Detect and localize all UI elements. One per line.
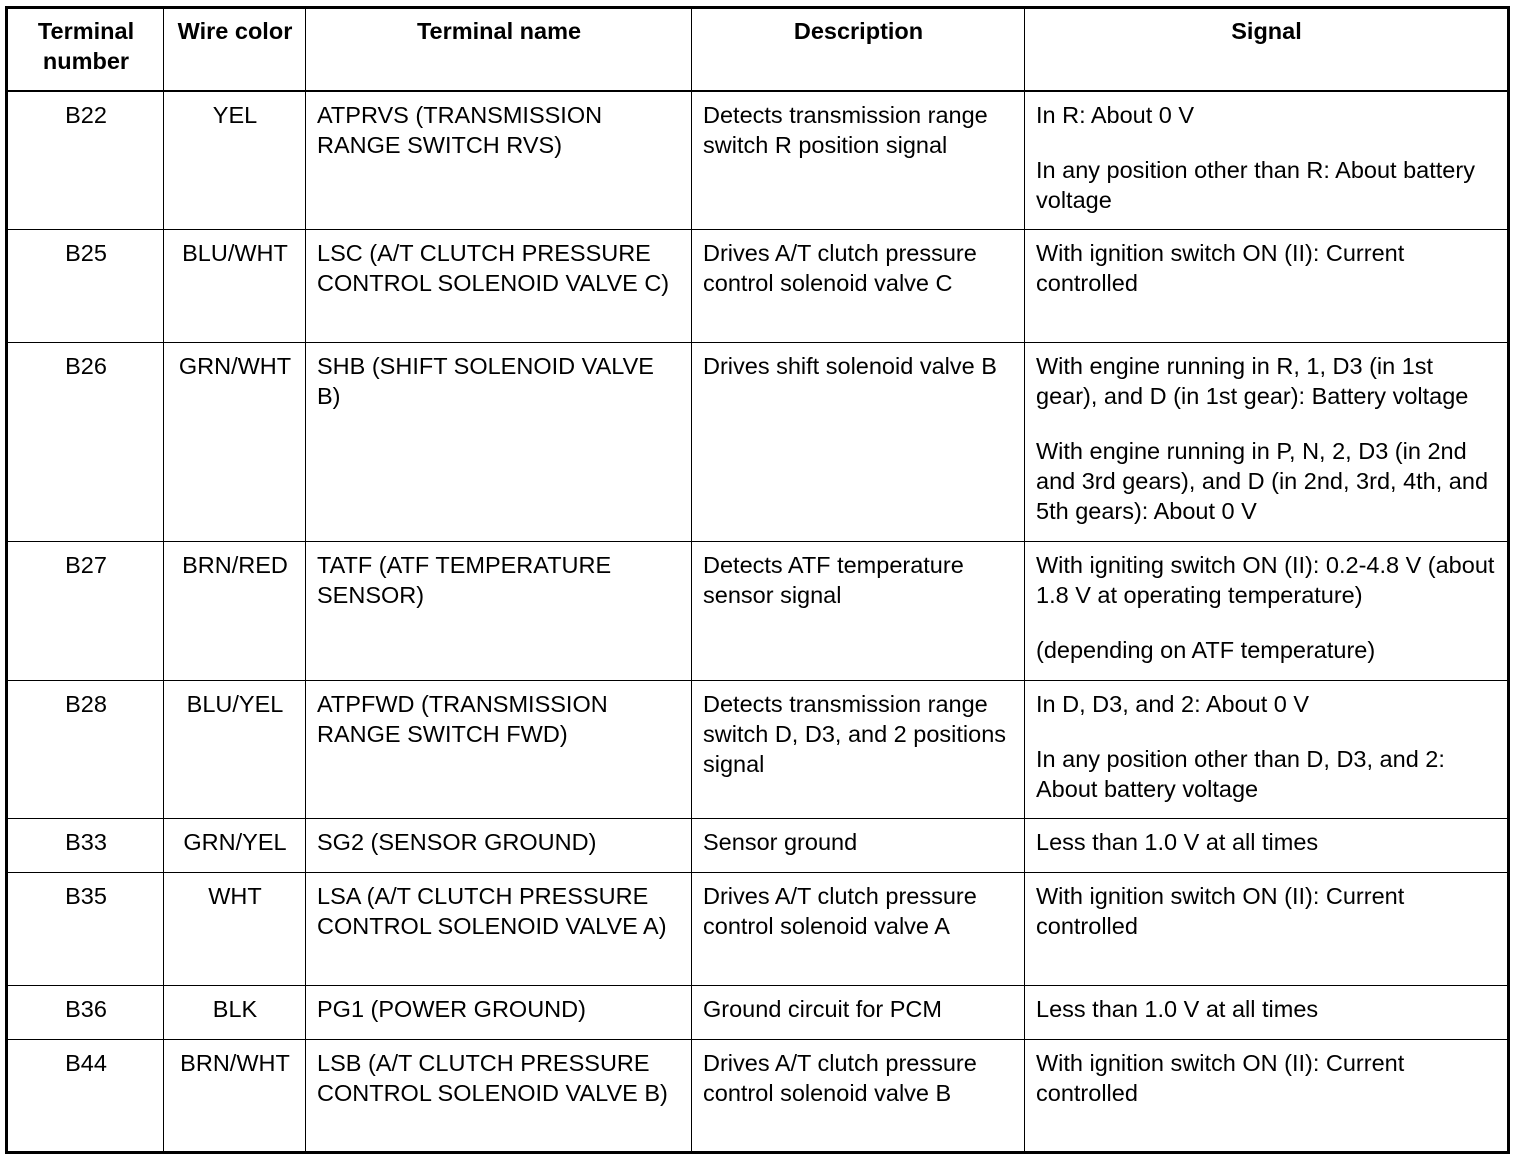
header-row [7,8,1509,91]
wire-color-cell: GRN/YEL [164,819,306,873]
description-cell: Ground circuit for PCM [692,986,1025,1040]
signal-cell [1025,230,1509,343]
terminal-number-cell: B26 [7,343,164,542]
description-cell: Drives A/T clutch pressure control solenoid valve A [692,873,1025,986]
table-row [7,819,1509,873]
table-row [7,542,1509,681]
wire-color-cell: BLK [164,986,306,1040]
signal-text: With engine running in P, N, 2, D3 (in 2nd and 3rd gears), and D (in 2nd, 3rd, 4th, and 5th gears): About 0 V [1036,438,1489,524]
header-description: Description [692,8,1025,91]
terminal-name-cell: LSB (A/T CLUTCH PRESSURE CONTROL SOLENOID VALVE B) [306,1040,692,1153]
table-row [7,343,1509,542]
signal-cell [1025,681,1509,819]
table-row [7,230,1509,343]
signal-text: With ignition switch ON (II): Current controlled [1036,240,1405,296]
terminal-name-cell: TATF (ATF TEMPERATURE SENSOR) [306,542,692,681]
description-cell: Drives shift solenoid valve B [692,343,1025,542]
wire-color-cell: BRN/WHT [164,1040,306,1153]
table-row [7,873,1509,986]
description-cell: Detects transmission range switch D, D3, and 2 positions signal [692,681,1025,819]
header-terminal-name: Terminal name [306,8,692,91]
signal-cell [1025,986,1509,1040]
signal-text: In any position other than R: About battery voltage [1036,156,1475,213]
signal-text: In any position other than D, D3, and 2: About battery voltage [1036,746,1445,802]
wire-color-cell: BLU/YEL [164,681,306,819]
signal-cell [1025,343,1509,542]
signal-text: Less than 1.0 V at all times [1036,829,1319,855]
table-row [7,986,1509,1040]
header-signal: Signal [1025,8,1509,91]
terminal-number-cell: B35 [7,873,164,986]
header-terminal-number: Terminal number [7,8,164,91]
description-cell: Drives A/T clutch pressure control solenoid valve C [692,230,1025,343]
signal-text: Less than 1.0 V at all times [1036,996,1319,1022]
table-row [7,1040,1509,1153]
description-cell: Detects transmission range switch R position signal [692,91,1025,230]
signal-text: With engine running in R, 1, D3 (in 1st gear), and D (in 1st gear): Battery voltage [1036,353,1469,409]
terminal-number-cell: B28 [7,681,164,819]
signal-text: With ignition switch ON (II): Current controlled [1036,883,1405,939]
description-cell: Detects ATF temperature sensor signal [692,542,1025,681]
signal-cell [1025,542,1509,681]
terminal-name-cell: LSA (A/T CLUTCH PRESSURE CONTROL SOLENOID VALVE A) [306,873,692,986]
wire-color-cell: BLU/WHT [164,230,306,343]
wire-color-cell: BRN/RED [164,542,306,681]
wire-color-cell: YEL [164,91,306,230]
table-row [7,91,1509,230]
signal-text: In R: About 0 V [1036,101,1195,128]
terminal-number-cell: B22 [7,91,164,230]
table-body [7,91,1509,1153]
wire-color-cell: GRN/WHT [164,343,306,542]
terminal-name-cell: SG2 (SENSOR GROUND) [306,819,692,873]
signal-text: With ignition switch ON (II): Current controlled [1036,1050,1405,1106]
signal-cell [1025,873,1509,986]
terminal-number-cell: B27 [7,542,164,681]
description-cell: Sensor ground [692,819,1025,873]
terminal-name-cell: PG1 (POWER GROUND) [306,986,692,1040]
terminal-name-cell: SHB (SHIFT SOLENOID VALVE B) [306,343,692,542]
table-header [7,8,1509,91]
terminal-number-cell: B33 [7,819,164,873]
header-wire-color: Wire color [164,8,306,91]
description-cell: Drives A/T clutch pressure control solenoid valve B [692,1040,1025,1153]
signal-text: In D, D3, and 2: About 0 V [1036,691,1310,717]
terminal-table [5,6,1510,1154]
terminal-number-cell: B36 [7,986,164,1040]
terminal-number-cell: B44 [7,1040,164,1153]
terminal-number-cell: B25 [7,230,164,343]
signal-cell [1025,819,1509,873]
terminal-name-cell: ATPFWD (TRANSMISSION RANGE SWITCH FWD) [306,681,692,819]
terminal-name-cell: ATPRVS (TRANSMISSION RANGE SWITCH RVS) [306,91,692,230]
table-row [7,681,1509,819]
terminal-name-cell: LSC (A/T CLUTCH PRESSURE CONTROL SOLENOID VALVE C) [306,230,692,343]
signal-text: With igniting switch ON (II): 0.2-4.8 V (about 1.8 V at operating temperature) [1036,552,1495,608]
signal-cell [1025,91,1509,230]
signal-cell [1025,1040,1509,1153]
wire-color-cell: WHT [164,873,306,986]
signal-text: (depending on ATF temperature) [1036,637,1376,663]
